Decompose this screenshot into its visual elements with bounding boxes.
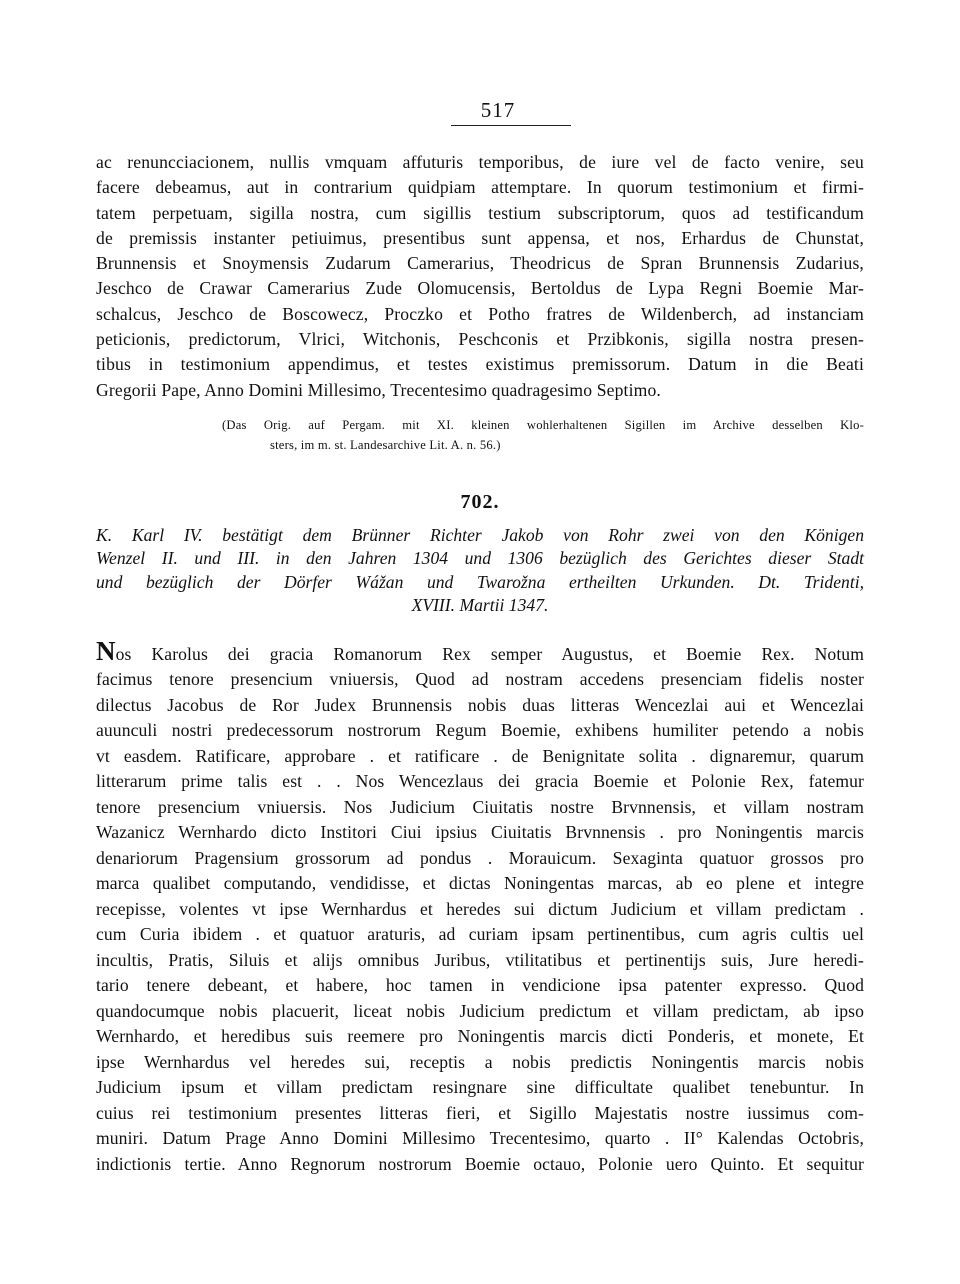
text-line: Jeschco de Crawar Camerarius Zude Olomucensis, Bertoldus de Lypa Regni Boemie Mar- <box>96 278 864 299</box>
text-line: denariorum Pragensium grossorum ad pondus . Morauicum. Sexaginta quatuor grossos pro <box>96 847 864 868</box>
text-line: schalcus, Jeschco de Boscowecz, Proczko et Potho fratres de Wildenberch, ad instanciam <box>96 303 864 324</box>
text-line: Brunnensis et Snoymensis Zudarum Camerarius, Theodricus de Spran Brunnensis Zudarius, <box>96 253 864 274</box>
note-line: sters, im m. st. Landesarchive Lit. A. n. 56.) <box>270 437 501 452</box>
text-line: peticionis, predictorum, Vlrici, Witchonis, Peschconis et Przibkonis, sigilla nostra presen- <box>96 329 864 350</box>
text-line: tenore presencium vniuersis. Nos Judicium Ciuitatis nostre Brvnnensis, et villam nostram <box>96 796 864 817</box>
text-line: quandocumque nobis placuerit, liceat nobis Judicium predictum et villam predictam, ab ipso <box>96 1000 864 1021</box>
text-line: ipse Wernhardus vel heredes sui, receptis a nobis predictis Noningentis marcis nobis <box>96 1051 864 1072</box>
text-line: muniri. Datum Prage Anno Domini Millesimo Trecentesimo, quarto . II° Kalendas Octobris, <box>96 1128 864 1149</box>
text-line: tibus in testimonium appendimus, et testes existimus premissorum. Datum in die Beati <box>96 354 864 375</box>
text-line: de premissis instanter petiuimus, presentibus sunt appensa, et nos, Erhardus de Chunstat, <box>96 227 864 248</box>
text-line: tatem perpetuam, sigilla nostra, cum sigillis testium subscriptorum, quos ad testificandum <box>96 202 864 223</box>
drop-capital: N <box>96 635 116 666</box>
text-line: dilectus Jacobus de Ror Judex Brunnensis nobis duas litteras Wencezlai aui et Wencezlai <box>96 694 864 715</box>
first-line-text: os Karolus dei gracia Romanorum Rex semper Augustus, et Boemie Rex. Notum <box>115 643 864 664</box>
paragraph-confirmation-close <box>96 150 864 403</box>
text-line: vt easdem. Ratificare, approbare . et ratificare . de Benignitate solita . dignaremur, quarum <box>96 745 864 766</box>
text-line: Gregorii Pape, Anno Domini Millesimo, Trecentesimo quadragesimo Septimo. <box>96 379 661 400</box>
text-line: auunculi nostri predecessorum nostrorum Regum Boemie, exhibens humiliter petendo a nobis <box>96 720 864 741</box>
text-line-first <box>96 635 864 668</box>
document-summary <box>96 524 864 618</box>
summary-line: und bezüglich der Dörfer Wážan und Twarožna ertheilten Urkunden. Dt. Tridenti, <box>96 571 864 592</box>
summary-line: Wenzel II. und III. in den Jahren 1304 und 1306 bezüglich des Gerichtes dieser Stadt <box>96 548 864 569</box>
text-line: litterarum prime talis est . . Nos Wencezlaus dei gracia Boemie et Polonie Rex, fatemur <box>96 771 864 792</box>
text-line: ac renuncciacionem, nullis vmquam affuturis temporibus, de iure vel de facto venire, seu <box>96 152 864 172</box>
text-line: Wazanicz Wernhardo dicto Institori Ciui ipsius Ciuitatis Brvnnensis . pro Noningentis marcis <box>96 822 864 843</box>
header-rule <box>451 125 571 126</box>
paragraph-charter-text <box>96 635 864 1178</box>
archival-note <box>222 415 864 455</box>
text-line: marca qualibet computando, vendidisse, et dictas Noningentas marcas, ab eo plene et integre <box>96 873 864 894</box>
text-line: cuius rei testimonium presentes litteras fieri, et Sigillo Majestatis nostre iussimus com- <box>96 1102 864 1123</box>
text-line: Wernhardo, et heredibus suis reemere pro Noningentis marcis dicti Ponderis, et monete, Et <box>96 1026 864 1047</box>
text-line: facere debeamus, aut in contrarium quidpiam attemptare. In quorum testimonium et firmi- <box>96 177 864 198</box>
text-line: tario tenere debeant, et habere, hoc tamen in vendicione ipsa patenter expresso. Quod <box>96 975 864 996</box>
text-line: indictionis tertie. Anno Regnorum nostrorum Boemie octauo, Polonie uero Quinto. Et sequitur <box>96 1153 864 1174</box>
text-line: cum Curia ibidem . et quatuor araturis, ad curiam ipsam pertinentibus, cum agris cultis uel <box>96 924 864 945</box>
page-number: 517 <box>480 98 516 122</box>
document-number: 702. <box>460 490 500 513</box>
summary-line: K. Karl IV. bestätigt dem Brünner Richter Jakob von Rohr zwei von den Königen <box>96 524 864 545</box>
page <box>96 98 864 1177</box>
text-line: Judicium ipsum et villam predictam resingnare sine difficultate qualibet tenebuntur. In <box>96 1077 864 1098</box>
summary-line: XVIII. Martii 1347. <box>411 595 549 616</box>
text-line: incultis, Pratis, Siluis et alijs omnibus Juribus, vtilitatibus et pertinentijs suis, Jure heredi- <box>96 949 864 970</box>
note-line: (Das Orig. auf Pergam. mit XI. kleinen wohlerhaltenen Sigillen im Archive desselben Klo- <box>222 417 864 432</box>
text-line: facimus tenore presencium vniuersis, Quod ad nostram accedens presenciam fidelis noster <box>96 669 864 690</box>
text-line: recepisse, volentes vt ipse Wernhardus et heredes sui dictum Judicium et villam predictam . <box>96 898 864 919</box>
